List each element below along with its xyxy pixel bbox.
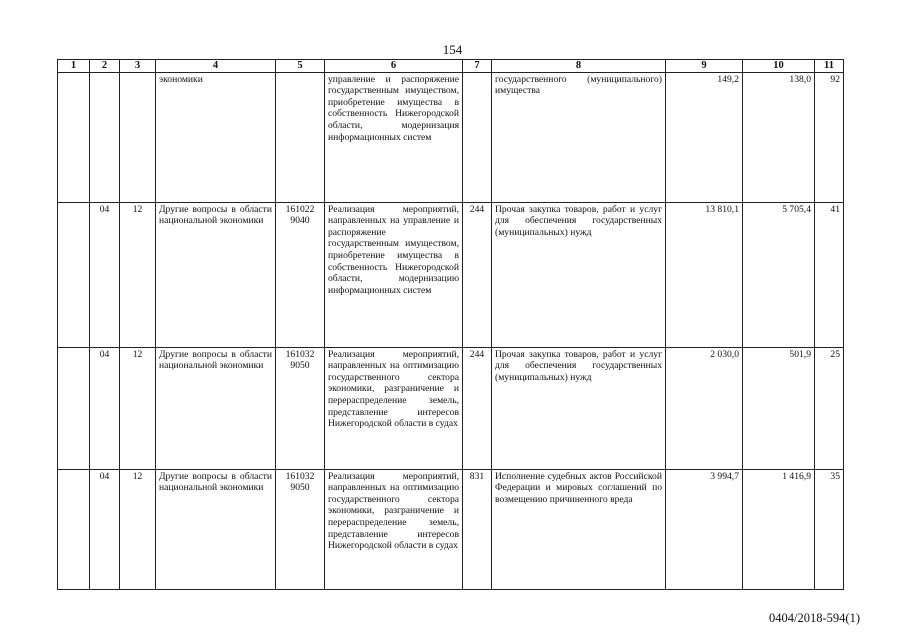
cell-section: 04	[90, 347, 120, 469]
table-row	[58, 469, 844, 589]
cell-section: 04	[90, 469, 120, 589]
cell-section-name: Другие вопросы в области национальной экономики	[156, 347, 276, 469]
cell-actual: 138,0	[743, 72, 815, 202]
column-header: 6	[325, 60, 463, 73]
column-header: 5	[276, 60, 325, 73]
cell-actual: 501,9	[743, 347, 815, 469]
table-row	[58, 347, 844, 469]
column-header: 1	[58, 60, 90, 73]
table-row	[58, 72, 844, 202]
column-header: 2	[90, 60, 120, 73]
column-header: 9	[666, 60, 743, 73]
cell-expense-type	[463, 72, 492, 202]
column-header: 11	[815, 60, 844, 73]
cell-actual: 1 416,9	[743, 469, 815, 589]
cell-target-code: 161022 9040	[276, 202, 325, 347]
cell-number	[58, 72, 90, 202]
table-row	[58, 202, 844, 347]
cell-expense-type: 831	[463, 469, 492, 589]
cell-percent: 25	[815, 347, 844, 469]
cell-subsection: 12	[120, 347, 156, 469]
cell-expense-name: государственного (муниципального) имущества	[492, 72, 666, 202]
cell-plan: 2 030,0	[666, 347, 743, 469]
table-header-row	[58, 60, 844, 73]
cell-number	[58, 347, 90, 469]
cell-target-name: Реализация мероприятий, направленных на оптимизацию государственного сектора экономики, разграничение и перераспределение земель, представление интересов Нижегородской области в судах	[325, 469, 463, 589]
cell-expense-type: 244	[463, 347, 492, 469]
cell-number	[58, 202, 90, 347]
cell-target-name: Реализация мероприятий, направленных на управление и распоряжение государственным имуществом, приобретение имущества в собственность Нижегородской области, модернизацию информационных систем	[325, 202, 463, 347]
cell-subsection	[120, 72, 156, 202]
column-header: 10	[743, 60, 815, 73]
cell-plan: 149,2	[666, 72, 743, 202]
column-header: 8	[492, 60, 666, 73]
cell-section-name: Другие вопросы в области национальной экономики	[156, 202, 276, 347]
cell-subsection: 12	[120, 202, 156, 347]
cell-section-name: Другие вопросы в области национальной экономики	[156, 469, 276, 589]
cell-section	[90, 72, 120, 202]
cell-expense-type: 244	[463, 202, 492, 347]
cell-target-name: Реализация мероприятий, направленных на оптимизацию государственного сектора экономики, разграничение и перераспределение земель, представление интересов Нижегородской области в судах	[325, 347, 463, 469]
cell-subsection: 12	[120, 469, 156, 589]
cell-plan: 13 810,1	[666, 202, 743, 347]
cell-expense-name: Прочая закупка товаров, работ и услуг для обеспечения государственных (муниципальных) нужд	[492, 202, 666, 347]
cell-target-code: 161032 9050	[276, 469, 325, 589]
document-code: 0404/2018-594(1)	[769, 611, 860, 625]
cell-target-code	[276, 72, 325, 202]
budget-table	[57, 59, 844, 590]
cell-section: 04	[90, 202, 120, 347]
column-header: 7	[463, 60, 492, 73]
cell-actual: 5 705,4	[743, 202, 815, 347]
cell-percent: 35	[815, 469, 844, 589]
cell-percent: 41	[815, 202, 844, 347]
cell-number	[58, 469, 90, 589]
column-header: 3	[120, 60, 156, 73]
cell-target-code: 161032 9050	[276, 347, 325, 469]
page-number: 154	[442, 42, 463, 57]
cell-target-name: управление и распоряжение государственным имуществом, приобретение имущества в собственность Нижегородской области, модернизация информационных систем	[325, 72, 463, 202]
cell-expense-name: Прочая закупка товаров, работ и услуг для обеспечения государственных (муниципальных) нужд	[492, 347, 666, 469]
cell-plan: 3 994,7	[666, 469, 743, 589]
cell-section-name: экономики	[156, 72, 276, 202]
column-header: 4	[156, 60, 276, 73]
cell-percent: 92	[815, 72, 844, 202]
cell-expense-name: Исполнение судебных актов Российской Федерации и мировых соглашений по возмещению причиненного вреда	[492, 469, 666, 589]
